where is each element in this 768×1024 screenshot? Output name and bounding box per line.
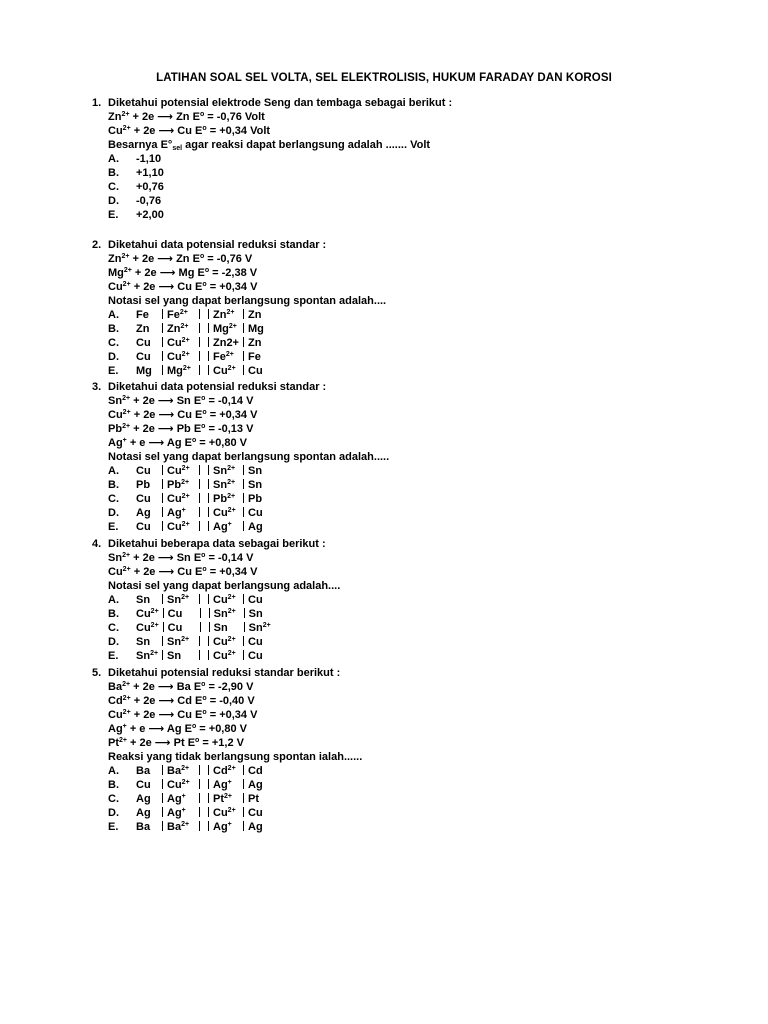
phase-boundary-line (208, 507, 209, 517)
cell-species: Cu (248, 636, 263, 648)
phase-boundary-line (208, 351, 209, 361)
phase-boundary-line (162, 521, 163, 531)
question-number: 2. (92, 239, 102, 251)
cell-species: $Fe^{2+}$ (213, 351, 234, 363)
answer-option[interactable] (92, 792, 362, 806)
reaction-line: $Cu^{2+} + 2e$ ⟶ Cu $E^o = +0,34$ V (108, 709, 258, 721)
question-3 (92, 380, 389, 534)
option-letter: B. (108, 608, 119, 620)
option-text (136, 492, 268, 506)
option-letter: D. (108, 195, 119, 207)
question-number: 3. (92, 381, 102, 393)
question-number: 5. (92, 667, 102, 679)
cell-species: $Sn^{2+}$ (213, 479, 236, 491)
cell-species: Mg (248, 323, 264, 335)
cell-species: Ag (136, 507, 151, 519)
question-prompt-text: Diketahui potensial elektrode Seng dan tembaga sebagai berikut : (108, 97, 453, 109)
cell-species: $Cu^{2+}$ (213, 636, 236, 648)
cell-species: Pt (248, 793, 259, 805)
phase-boundary-line (162, 365, 163, 375)
answer-option[interactable] (92, 764, 362, 778)
option-text (136, 621, 271, 635)
phase-boundary-line (162, 636, 163, 646)
option-letter: B. (108, 479, 119, 491)
phase-boundary-line (163, 608, 164, 618)
cell-species: Cu (248, 650, 263, 662)
cell-species: Ag (136, 807, 151, 819)
cell-species: Ag+ (213, 821, 232, 833)
cell-species: $Cu^{2+}$ (167, 465, 190, 477)
answer-option[interactable] (92, 649, 340, 663)
option-text (136, 364, 268, 378)
cell-species: Sn (136, 594, 151, 606)
cell-species: Zn2+ (213, 337, 239, 349)
option-text (136, 778, 268, 792)
cell-species: $Ba^{2+}$ (167, 821, 190, 833)
answer-option[interactable] (92, 520, 389, 534)
answer-option[interactable] (92, 180, 452, 194)
answer-option[interactable] (92, 506, 389, 520)
phase-boundary-line (209, 608, 210, 618)
phase-boundary-line (199, 521, 200, 531)
option-letter: C. (108, 622, 119, 634)
question-number: 4. (92, 538, 102, 550)
phase-boundary-line (208, 650, 209, 660)
cell-species: Cu (136, 779, 151, 791)
option-text (136, 792, 268, 806)
cell-species: $Cu^{2+}$ (167, 779, 190, 791)
cell-species: Ag (248, 521, 263, 533)
phase-boundary-line (199, 793, 200, 803)
reaction-line: $Cu^{2+} + 2e$ ⟶ Cu $E^o = +0,34$ V (108, 566, 258, 578)
answer-option[interactable] (92, 478, 389, 492)
cell-species: Ag (136, 793, 151, 805)
option-text: -0,76 (136, 195, 162, 207)
cell-species: $Ba^{2+}$ (167, 765, 190, 777)
phase-boundary-line (243, 365, 244, 375)
cell-species: Ag+ (213, 521, 232, 533)
option-text (136, 820, 268, 834)
reaction-line: Notasi sel yang dapat berlangsung spontan adalah.... (108, 295, 387, 307)
phase-boundary-line (243, 337, 244, 347)
phase-boundary-line (199, 351, 200, 361)
phase-boundary-line (243, 650, 244, 660)
option-letter: C. (108, 337, 119, 349)
cell-species: Ag+ (167, 507, 186, 519)
cell-species: $Fe^{2+}$ (167, 309, 188, 321)
phase-boundary-line (208, 493, 209, 503)
phase-boundary-line (162, 479, 163, 489)
option-letter: A. (108, 765, 119, 777)
question-1 (92, 96, 452, 222)
cell-species: $Cu^{2+}$ (213, 365, 236, 377)
phase-boundary-line (162, 309, 163, 319)
option-letter: A. (108, 309, 119, 321)
phase-boundary-line (208, 765, 209, 775)
cell-species: Zn (136, 323, 150, 335)
answer-option[interactable] (92, 607, 340, 621)
question-prompt (92, 238, 386, 252)
cell-species: $Cu^{2+}$ (213, 650, 236, 662)
option-text (136, 506, 268, 520)
option-letter: B. (108, 779, 119, 791)
phase-boundary-line (244, 608, 245, 618)
reaction-line: Reaksi yang tidak berlangsung spontan ialah...... (108, 751, 363, 763)
answer-option[interactable] (92, 806, 362, 820)
phase-boundary-line (199, 365, 200, 375)
phase-boundary-line (243, 465, 244, 475)
cell-species: Sn (167, 650, 182, 662)
answer-option[interactable] (92, 152, 452, 166)
cell-species: $Cu^{2+}$ (167, 337, 190, 349)
phase-boundary-line (162, 594, 163, 604)
question-prompt-text: Diketahui data potensial reduksi standar : (108, 381, 327, 393)
cell-species: $Pb^{2+}$ (167, 479, 190, 491)
reaction-line: Notasi sel yang dapat berlangsung spontan adalah..... (108, 451, 390, 463)
phase-boundary-line (162, 807, 163, 817)
cell-species: $Cu^{2+}$ (213, 594, 236, 606)
cell-species: Cu (136, 337, 151, 349)
phase-boundary-line (208, 465, 209, 475)
cell-species: $Sn^{2+}$ (167, 594, 190, 606)
cell-species: Pb (136, 479, 151, 491)
answer-option[interactable] (92, 208, 452, 222)
option-text (136, 593, 268, 607)
option-text: +1,10 (136, 167, 164, 179)
cell-species: Sn (248, 465, 263, 477)
cell-species: Zn (248, 337, 262, 349)
question-prompt-text: Diketahui potensial reduksi standar berikut : (108, 667, 341, 679)
reaction-line: $Cd^{2+} + 2e$ ⟶ Cd $E^o = -0,40$ V (108, 695, 255, 707)
option-letter: C. (108, 493, 119, 505)
cell-species: Sn (248, 479, 263, 491)
question-prompt (92, 380, 389, 394)
answer-option[interactable] (92, 621, 340, 635)
page-title: LATIHAN SOAL SEL VOLTA, SEL ELEKTROLISIS, HUKUM FARADAY DAN KOROSI (156, 72, 612, 84)
option-text (136, 764, 268, 778)
answer-option[interactable] (92, 308, 386, 322)
cell-species: Cu (167, 608, 183, 620)
phase-boundary-line (199, 465, 200, 475)
cell-species: Ag (248, 779, 263, 791)
option-text (136, 464, 268, 478)
option-letter: A. (108, 153, 119, 165)
cell-species: Fe (136, 309, 149, 321)
cell-species: Ag+ (213, 779, 232, 791)
option-text: -1,10 (136, 153, 162, 165)
question-prompt-text: Diketahui data potensial reduksi standar : (108, 239, 327, 251)
option-letter: A. (108, 594, 119, 606)
question-5 (92, 666, 362, 834)
cell-species: $Mg^{2+}$ (213, 323, 237, 335)
phase-boundary-line (199, 765, 200, 775)
question-prompt (92, 96, 452, 110)
answer-option[interactable] (92, 820, 362, 834)
reaction-line: $Zn^{2+} + 2e$ ⟶ Zn $E^o = -0,76$ Volt (108, 111, 265, 123)
question-prompt (92, 666, 362, 680)
cell-species: Cu (248, 807, 263, 819)
option-letter: C. (108, 181, 119, 193)
cell-species: Ag+ (167, 807, 186, 819)
phase-boundary-line (208, 779, 209, 789)
answer-option[interactable] (92, 166, 452, 180)
phase-boundary-line (208, 821, 209, 831)
cell-species: $Pt^{2+}$ (213, 793, 232, 805)
cell-species: $Cu^{2+}$ (167, 521, 190, 533)
phase-boundary-line (199, 323, 200, 333)
cell-species: $Cu^{2+}$ (136, 622, 159, 634)
cell-species: Cu (248, 365, 263, 377)
phase-boundary-line (243, 779, 244, 789)
phase-boundary-line (243, 765, 244, 775)
phase-boundary-line (199, 507, 200, 517)
phase-boundary-line (208, 793, 209, 803)
reaction-line: Besarnya $E^\circ_{sel}$ agar reaksi dapat berlangsung adalah ....... Volt (108, 139, 431, 152)
reaction-line: $Cu^{2+} + 2e$ ⟶ Cu $E^o = +0,34$ V (108, 281, 258, 293)
phase-boundary-line (200, 608, 201, 618)
phase-boundary-line (208, 365, 209, 375)
option-letter: E. (108, 365, 119, 377)
phase-boundary-line (199, 479, 200, 489)
option-letter: B. (108, 167, 119, 179)
phase-boundary-line (243, 309, 244, 319)
phase-boundary-line (243, 323, 244, 333)
cell-species: $Cd^{2+}$ (213, 765, 236, 777)
answer-option[interactable] (92, 492, 389, 506)
answer-option[interactable] (92, 464, 389, 478)
phase-boundary-line (163, 622, 164, 632)
phase-boundary-line (199, 779, 200, 789)
cell-species: $Sn^{2+}$ (167, 636, 190, 648)
cell-species: $Zn^{2+}$ (213, 309, 235, 321)
phase-boundary-line (209, 622, 210, 632)
phase-boundary-line (199, 337, 200, 347)
phase-boundary-line (162, 337, 163, 347)
option-letter: D. (108, 807, 119, 819)
reaction-line: $Pt^{2+} + 2e$ ⟶ Pt $E^o = +1,2$ V (108, 737, 244, 749)
phase-boundary-line (199, 594, 200, 604)
option-letter: D. (108, 636, 119, 648)
option-letter: B. (108, 323, 119, 335)
cell-species: Sn (213, 622, 228, 634)
option-text (136, 806, 268, 820)
phase-boundary-line (199, 807, 200, 817)
phase-boundary-line (199, 821, 200, 831)
phase-boundary-line (199, 636, 200, 646)
phase-boundary-line (162, 650, 163, 660)
cell-species: Cu (136, 465, 151, 477)
option-letter: E. (108, 821, 119, 833)
cell-species: $Cu^{2+}$ (213, 507, 236, 519)
option-text: +0,76 (136, 181, 164, 193)
phase-boundary-line (162, 821, 163, 831)
answer-option[interactable] (92, 778, 362, 792)
option-letter: D. (108, 351, 119, 363)
phase-boundary-line (162, 351, 163, 361)
reaction-line: Notasi sel yang dapat berlangsung adalah.... (108, 580, 341, 592)
option-text (136, 336, 268, 350)
question-prompt-text: Diketahui beberapa data sebagai berikut : (108, 538, 326, 550)
phase-boundary-line (208, 479, 209, 489)
cell-species: $Sn^{2+}$ (248, 622, 271, 634)
cell-species: $Cu^{2+}$ (167, 493, 190, 505)
cell-species: Sn (136, 636, 151, 648)
cell-species: Ag+ (167, 793, 186, 805)
answer-option[interactable] (92, 336, 386, 350)
option-text (136, 649, 268, 663)
cell-species: Ba (136, 821, 151, 833)
cell-species: Cu (136, 521, 151, 533)
cell-species: Ba (136, 765, 151, 777)
cell-species: $Sn^{2+}$ (213, 465, 236, 477)
phase-boundary-line (243, 636, 244, 646)
option-letter: E. (108, 209, 119, 221)
phase-boundary-line (208, 337, 209, 347)
cell-species: Cd (248, 765, 263, 777)
phase-boundary-line (208, 807, 209, 817)
cell-species: Pb (248, 493, 263, 505)
option-text (136, 607, 269, 621)
cell-species: Sn (248, 608, 263, 620)
cell-species: Cu (136, 493, 151, 505)
cell-species: Cu (167, 622, 183, 634)
phase-boundary-line (243, 507, 244, 517)
option-text (136, 322, 268, 336)
cell-species: $Pb^{2+}$ (213, 493, 236, 505)
phase-boundary-line (162, 493, 163, 503)
cell-species: $Mg^{2+}$ (167, 365, 191, 377)
cell-species: $Sn^{2+}$ (213, 608, 236, 620)
reaction-line: $Ba^{2+} + 2e$ ⟶ Ba $E^o = -2,90$ V (108, 681, 254, 693)
phase-boundary-line (208, 636, 209, 646)
phase-boundary-line (243, 493, 244, 503)
answer-option[interactable] (92, 593, 340, 607)
option-text (136, 308, 268, 322)
option-letter: D. (108, 507, 119, 519)
reaction-line: Ag+ + e ⟶ Ag $E^o = +0,80$ V (108, 437, 247, 449)
phase-boundary-line (162, 779, 163, 789)
reaction-line: Ag+ + e ⟶ Ag $E^o = +0,80$ V (108, 723, 247, 735)
answer-option[interactable] (92, 635, 340, 649)
phase-boundary-line (243, 479, 244, 489)
phase-boundary-line (208, 594, 209, 604)
cell-species: Cu (248, 507, 263, 519)
option-text (136, 478, 268, 492)
reaction-line: $Sn^{2+} + 2e$ ⟶ Sn $E^o = -0,14$ V (108, 552, 254, 564)
answer-option[interactable] (92, 350, 386, 364)
option-text (136, 350, 268, 364)
phase-boundary-line (162, 323, 163, 333)
phase-boundary-line (243, 793, 244, 803)
answer-option[interactable] (92, 194, 452, 208)
reaction-line: $Mg^{2+} + 2e$ ⟶ Mg $E^o = -2,38$ V (108, 267, 258, 279)
phase-boundary-line (243, 594, 244, 604)
answer-option[interactable] (92, 364, 386, 378)
reaction-line: $Cu^{2+} + 2e$ ⟶ Cu $E^o = +0,34$ V (108, 409, 258, 421)
question-4 (92, 537, 340, 663)
phase-boundary-line (162, 793, 163, 803)
reaction-line: $Cu^{2+} + 2e$ ⟶ Cu $E^o = +0,34$ Volt (108, 125, 271, 137)
phase-boundary-line (208, 323, 209, 333)
phase-boundary-line (243, 807, 244, 817)
phase-boundary-line (199, 493, 200, 503)
cell-species: $Zn^{2+}$ (167, 323, 189, 335)
cell-species: Mg (136, 365, 152, 377)
cell-species: Cu (248, 594, 263, 606)
cell-species: Zn (248, 309, 262, 321)
phase-boundary-line (208, 521, 209, 531)
option-letter: E. (108, 650, 119, 662)
phase-boundary-line (162, 465, 163, 475)
option-text: +2,00 (136, 209, 164, 221)
phase-boundary-line (243, 821, 244, 831)
option-letter: A. (108, 465, 119, 477)
phase-boundary-line (243, 521, 244, 531)
phase-boundary-line (199, 309, 200, 319)
option-letter: C. (108, 793, 119, 805)
option-text (136, 520, 268, 534)
phase-boundary-line (162, 507, 163, 517)
phase-boundary-line (200, 622, 201, 632)
question-2 (92, 238, 386, 378)
cell-species: Ag (248, 821, 263, 833)
cell-species: Fe (248, 351, 261, 363)
question-number: 1. (92, 97, 102, 109)
cell-species: $Cu^{2+}$ (213, 807, 236, 819)
cell-species: $Cu^{2+}$ (167, 351, 190, 363)
phase-boundary-line (162, 765, 163, 775)
reaction-line: $Zn^{2+} + 2e$ ⟶ Zn $E^o = -0,76$ V (108, 253, 253, 265)
cell-species: $Sn^{2+}$ (136, 650, 159, 662)
reaction-line: $Sn^{2+} + 2e$ ⟶ Sn $E^o = -0,14$ V (108, 395, 254, 407)
cell-species: $Cu^{2+}$ (136, 608, 159, 620)
answer-option[interactable] (92, 322, 386, 336)
question-prompt (92, 537, 340, 551)
phase-boundary-line (244, 622, 245, 632)
phase-boundary-line (199, 650, 200, 660)
option-letter: E. (108, 521, 119, 533)
phase-boundary-line (208, 309, 209, 319)
option-text (136, 635, 268, 649)
phase-boundary-line (243, 351, 244, 361)
reaction-line: $Pb^{2+} + 2e$ ⟶ Pb $E^o = -0,13$ V (108, 423, 254, 435)
cell-species: Cu (136, 351, 151, 363)
